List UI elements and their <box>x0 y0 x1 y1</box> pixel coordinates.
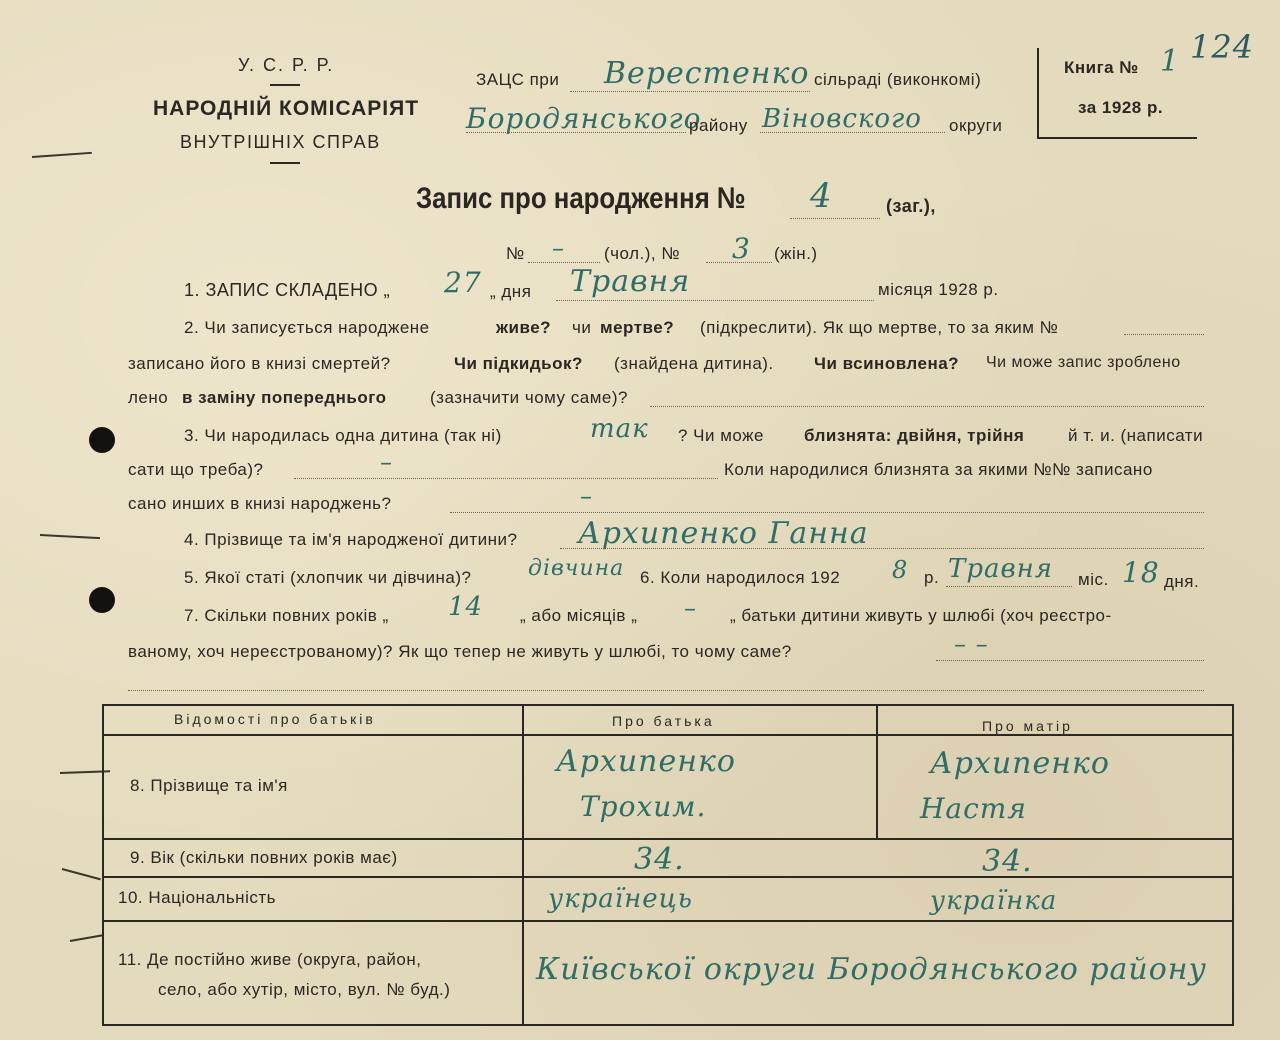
q4-child-name-handwritten: Архипенко Ганна <box>578 516 869 551</box>
q3-line2-b: Коли народилися близнята за якими №№ записано <box>724 460 1153 479</box>
page-number: 124 <box>1190 28 1255 66</box>
q3-line3-a: сано инших в книзі народжень? <box>128 494 392 513</box>
table-header-father: Про батька <box>612 713 715 729</box>
punch-hole-top <box>89 427 115 453</box>
father-name-handwritten: Трохим. <box>580 790 707 823</box>
q6-month-handwritten: Травня <box>948 554 1053 584</box>
table-row-divider <box>104 920 1232 922</box>
tear-mark <box>40 534 100 539</box>
q1-month-label: місяця 1928 р. <box>878 280 999 299</box>
q3-label: 3. Чи народилась одна дитина (так ні) <box>184 426 502 445</box>
q7-line2: ваному, хоч нереєстрованому)? Як що тепер не живуть у шлюбі, то чому саме? <box>128 642 792 661</box>
field-line <box>650 406 1204 407</box>
field-line <box>556 300 874 301</box>
commissariat-label: НАРОДНІЙ КОМІСАРІЯТ <box>153 97 420 120</box>
q2-line3-c: (зазначити чому саме)? <box>430 388 628 407</box>
book-number-handwritten: 1 <box>1160 44 1181 79</box>
q2-or: чи <box>572 318 592 337</box>
father-age-handwritten: 34. <box>634 842 685 877</box>
table-row-divider <box>104 838 1232 840</box>
book-box-left <box>1037 48 1039 138</box>
q5-sex-handwritten: дівчина <box>528 556 625 581</box>
male-label: № <box>506 244 525 263</box>
q3-line3-handwritten: – <box>580 482 593 510</box>
q2-adopted: Чи всиновлена? <box>814 354 960 373</box>
q3-mid: ? Чи може <box>678 426 765 445</box>
q1-month-handwritten: Травня <box>570 264 691 299</box>
q2-line3-a: лено <box>128 388 169 407</box>
row-residence-label: 11. Де постійно живе (округа, район, <box>118 950 422 969</box>
field-line <box>936 660 1204 661</box>
q2-replacement: в заміну попереднього <box>182 388 387 407</box>
q3-line2-handwritten: – <box>380 448 393 476</box>
field-line <box>466 132 686 133</box>
table-col-divider <box>876 706 878 840</box>
q1-day-handwritten: 27 <box>444 266 482 299</box>
field-line <box>570 91 810 92</box>
q7-months-handwritten: – <box>684 594 697 622</box>
ussr-label: У. С. Р. Р. <box>238 55 335 75</box>
divider <box>270 162 300 164</box>
zags-suffix: сільраді (виконкомі) <box>814 70 982 89</box>
q2-tail: (підкреслити). Як що мертве, то за яким № <box>700 318 1059 337</box>
mother-surname-handwritten: Архипенко <box>930 746 1110 781</box>
q2-line2-e: Чи може запис зроблено <box>986 354 1181 371</box>
q7-tail: „ батьки дитини живуть у шлюбі (хоч реєстро- <box>730 606 1112 625</box>
female-number-handwritten: 3 <box>732 232 751 265</box>
field-line <box>760 132 945 133</box>
q1-label: 1. ЗАПИС СКЛАДЕНО „ <box>184 280 391 300</box>
q2-alive: живе? <box>496 318 552 337</box>
female-suffix: (жін.) <box>774 244 818 263</box>
field-line <box>1124 334 1204 335</box>
table-col-divider <box>522 706 524 1024</box>
field-line <box>946 586 1072 587</box>
q3-line2-a: сати що треба)? <box>128 460 264 479</box>
tear-mark <box>70 934 104 942</box>
q3-answer-handwritten: так <box>590 414 649 444</box>
tear-mark <box>62 868 101 880</box>
q7-months-label: „ або місяців „ <box>520 606 638 625</box>
q2-dead: мертве? <box>600 318 675 337</box>
father-nationality-handwritten: українець <box>548 884 693 914</box>
record-general-suffix: (заг.), <box>886 196 936 216</box>
table-header-mother: Про матір <box>982 718 1073 734</box>
record-title: Запис про народження № <box>416 182 746 215</box>
field-line <box>790 218 880 219</box>
q5-label: 5. Якої статі (хлопчик чи дівчина)? <box>184 568 472 587</box>
year-label: за 1928 р. <box>1078 98 1164 117</box>
book-box-bottom <box>1037 137 1197 139</box>
district-handwritten: Бородянського <box>466 102 702 135</box>
q7-line2-handwritten: – – <box>954 630 989 658</box>
q6-label: 6. Коли народилося 192 <box>640 568 841 587</box>
q7-years-handwritten: 14 <box>448 592 484 622</box>
district-label: району <box>689 116 748 135</box>
okruga-handwritten: Віновского <box>762 104 922 134</box>
zags-prefix: ЗАЦС при <box>476 70 560 89</box>
q2-line2-a: записано його в книзі смертей? <box>128 354 391 373</box>
q6-day-label: дня. <box>1164 572 1200 591</box>
q6-year-suffix: р. <box>924 568 940 587</box>
row-nationality-label: 10. Національність <box>118 888 276 907</box>
punch-hole-bottom <box>89 587 115 613</box>
male-suffix: (чол.), № <box>604 244 681 263</box>
q6-month-label: міс. <box>1078 570 1109 589</box>
record-number-handwritten: 4 <box>810 176 833 216</box>
male-number-handwritten: – <box>552 234 565 262</box>
q1-day-label: „ дня <box>490 282 532 301</box>
tear-mark <box>32 152 92 158</box>
mother-name-handwritten: Настя <box>920 792 1027 825</box>
table-header-divider <box>104 734 1232 736</box>
row-name-label: 8. Прізвище та ім'я <box>130 776 288 795</box>
row-age-label: 9. Вік (скільки повних років має) <box>130 848 398 867</box>
okruga-label: округи <box>949 116 1003 135</box>
field-line <box>560 548 1204 549</box>
q4-label: 4. Прізвище та ім'я народженої дитини? <box>184 530 518 549</box>
field-line <box>450 512 1204 513</box>
q2-foundling: Чи підкидьок? <box>454 354 583 373</box>
mother-age-handwritten: 34. <box>982 844 1033 879</box>
q2-label: 2. Чи записується народжене <box>184 318 430 337</box>
internal-affairs-label: ВНУТРІШНІХ СПРАВ <box>180 132 381 152</box>
book-label: Книга № <box>1064 58 1139 77</box>
mother-nationality-handwritten: українка <box>930 886 1058 916</box>
q7-label: 7. Скільки повних років „ <box>184 606 389 625</box>
field-line <box>294 478 718 479</box>
zags-village-handwritten: Верестенко <box>604 56 810 91</box>
field-line <box>706 262 772 263</box>
table-header-parents: Відомості про батьків <box>174 711 376 727</box>
q6-day-handwritten: 18 <box>1122 556 1160 589</box>
q6-year-handwritten: 8 <box>892 556 909 584</box>
q2-found-child: (знайдена дитина). <box>614 354 774 373</box>
father-surname-handwritten: Архипенко <box>556 744 736 779</box>
field-line <box>528 262 600 263</box>
q3-tail: й т. и. (написати <box>1068 426 1204 445</box>
q3-twins: близнята: двійня, трійня <box>804 426 1025 445</box>
divider <box>270 84 300 86</box>
row-residence-label-2: село, або хутір, місто, вул. № буд.) <box>158 980 451 999</box>
field-line <box>128 690 1204 691</box>
residence-handwritten: Київської округи Бородянського району <box>536 952 1207 987</box>
